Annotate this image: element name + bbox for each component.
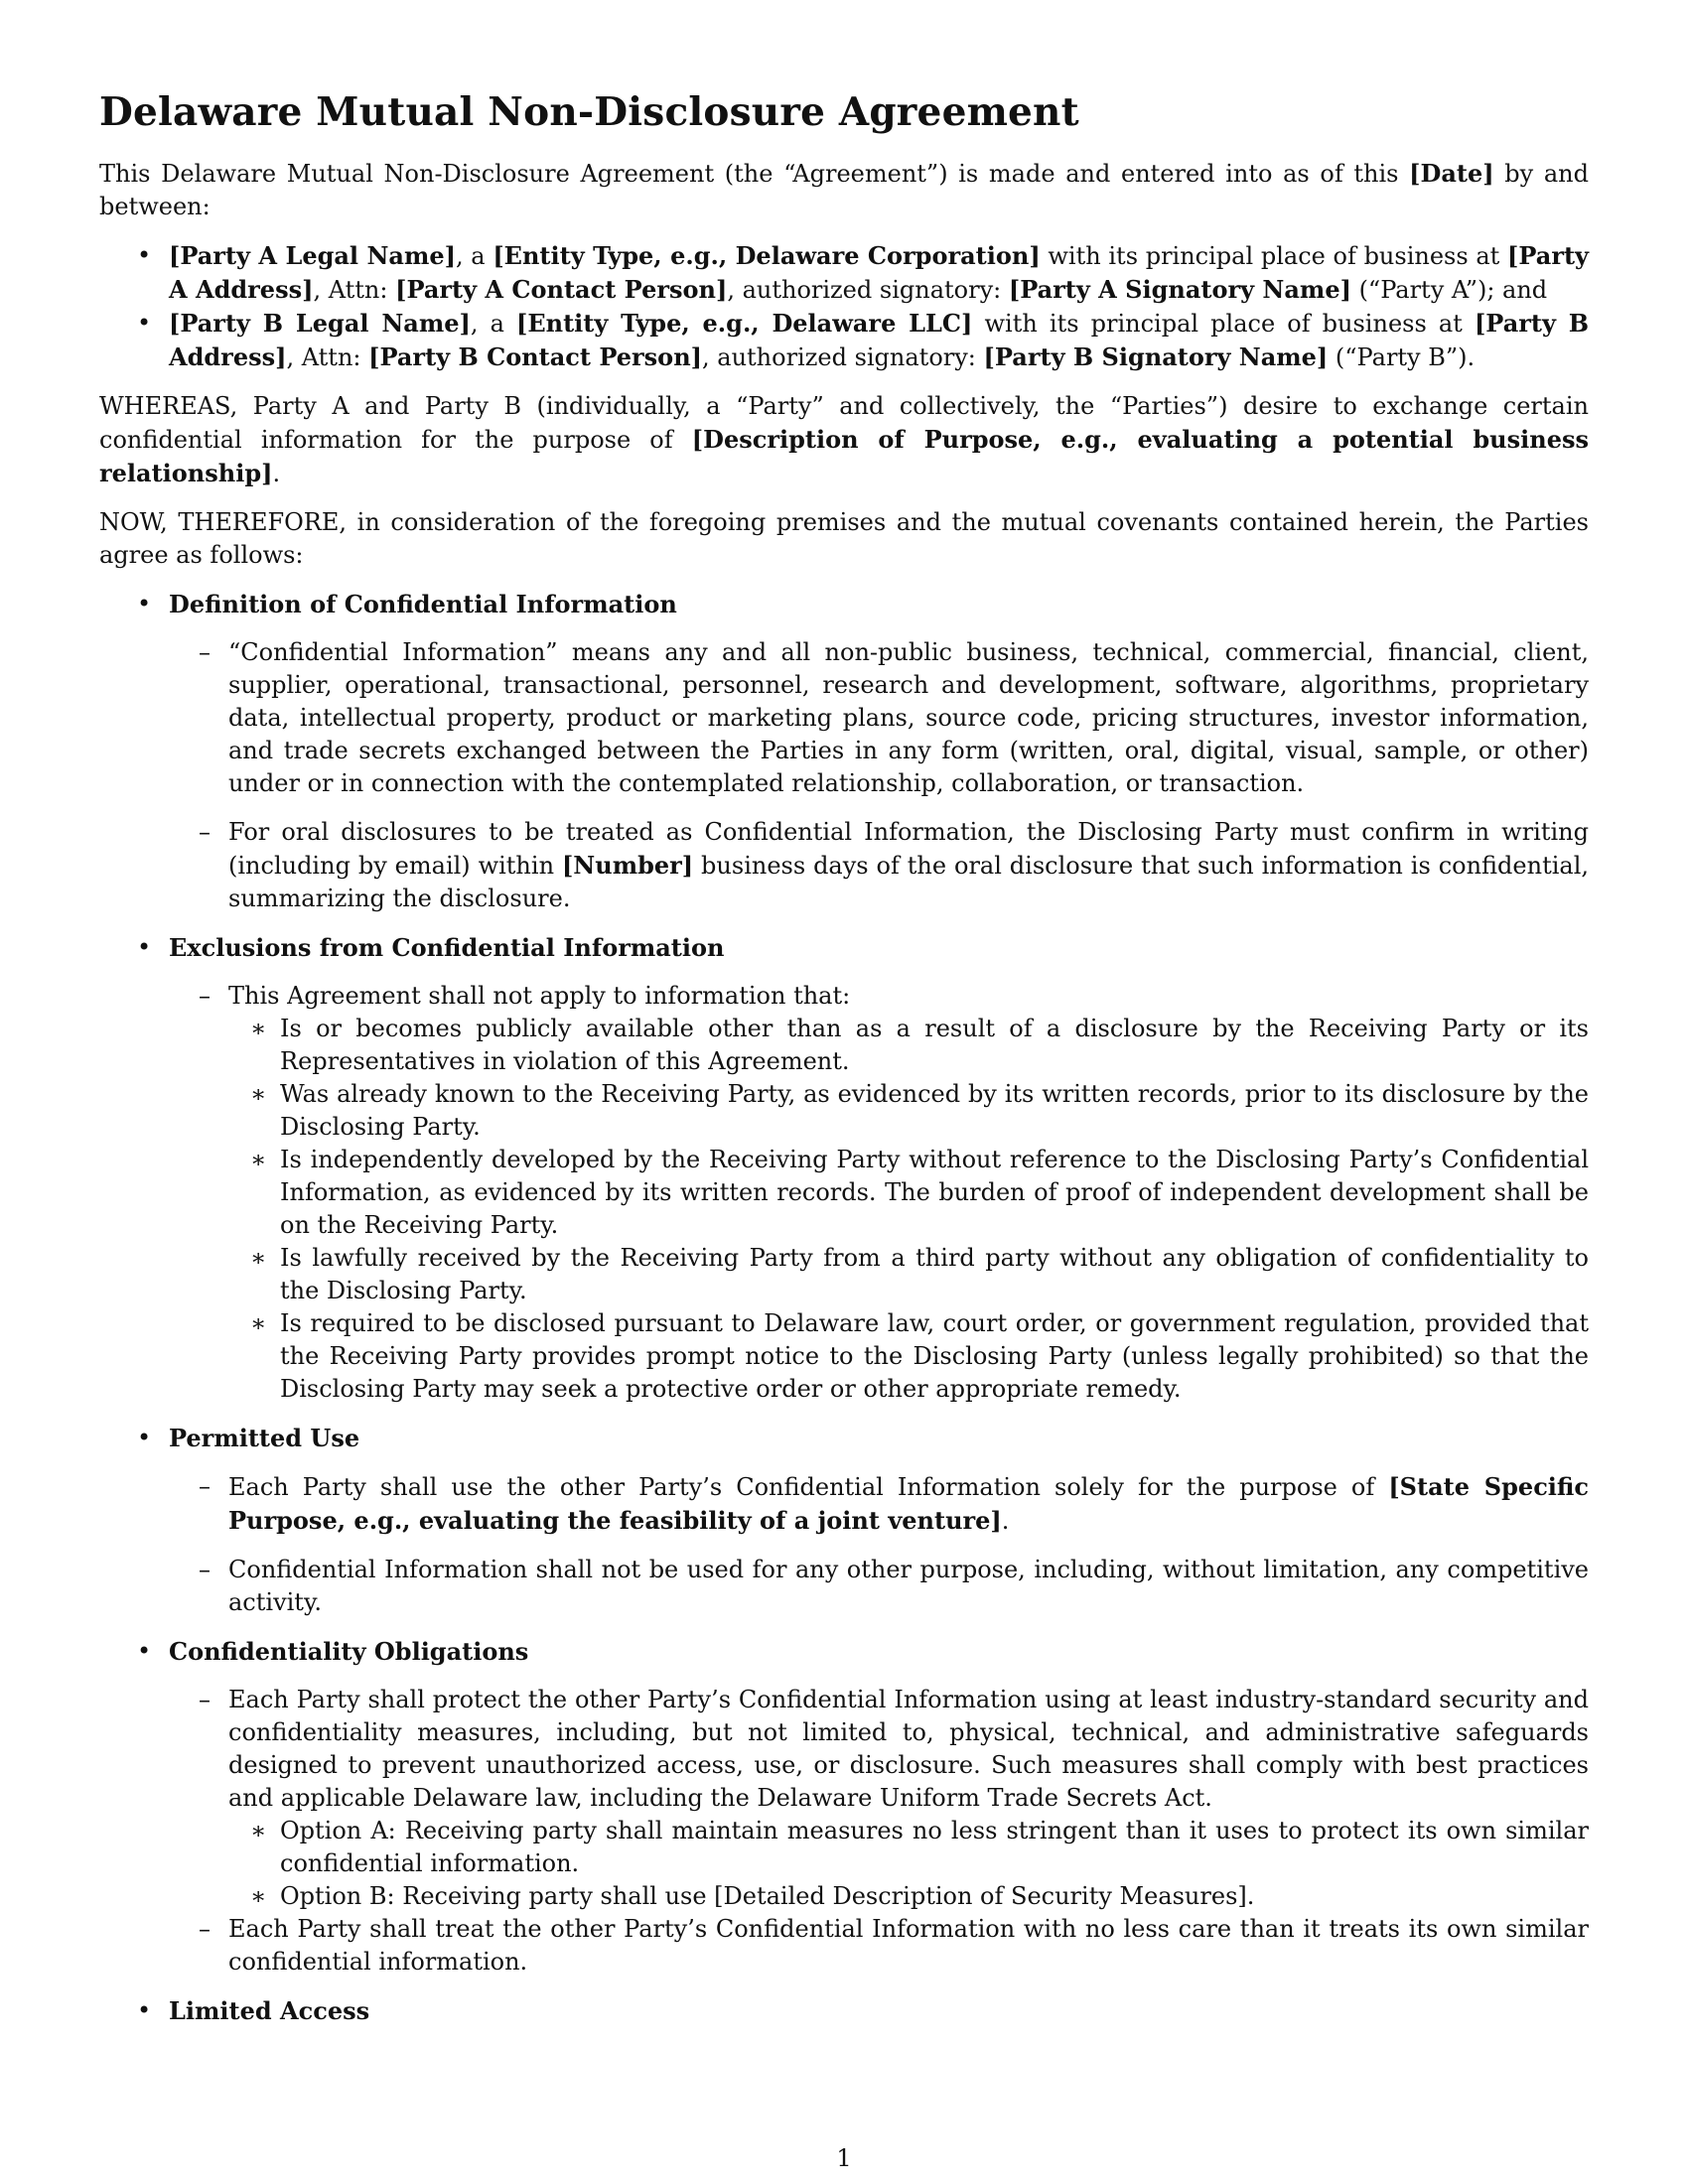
party-b-text-1: , a xyxy=(470,310,516,338)
parties-list xyxy=(99,239,1589,374)
now-therefore-paragraph: NOW, THEREFORE, in consideration of the foregoing premises and the mutual covenants contained herein, the Parties agree as follows: xyxy=(99,508,1589,569)
option-item: ∗ Option A: Receiving party shall maintain measures no less stringent than it uses to protect its own similar confidential information. xyxy=(228,1815,1589,1880)
party-a-name: [Party A Legal Name] xyxy=(169,241,456,270)
party-b-name: [Party B Legal Name] xyxy=(169,309,471,338)
option-item: ∗ Option B: Receiving party shall use [Detailed Description of Security Measures]. xyxy=(228,1880,1589,1913)
permitted-clauses xyxy=(169,1470,1589,1619)
party-a-text-4: , authorized signatory: xyxy=(727,276,1009,304)
party-b-contact: [Party B Contact Person] xyxy=(368,342,702,371)
party-b-text-3: , Attn: xyxy=(286,343,369,371)
sub-item: ∗ Is lawfully received by the Receiving Party from a third party without any obligation of confidentiality to the Disclosing Party. xyxy=(228,1242,1589,1307)
intro-text-end: by and between: xyxy=(99,160,1589,220)
party-a-text-5: (“Party A”); and xyxy=(1350,276,1548,304)
party-b-text-2: with its principal place of business at xyxy=(972,310,1475,338)
party-a-contact: [Party A Contact Person] xyxy=(395,275,728,304)
definition-clauses xyxy=(169,636,1589,915)
party-b-address: [Party B Address] xyxy=(169,309,1590,371)
clause-text: Each Party shall protect the other Party’s Confidential Information using at least industry-standard security and confidentiality measures, including, but not limited to, physical, technical, and administrative safeguards designed to prevent unauthorized access, use, or disclosure. Such measures shall comply with best practices and applicable Delaware law, including the Delaware Uniform Trade Secrets Act. xyxy=(228,1686,1589,1812)
party-a-text-1: , a xyxy=(455,242,493,270)
number-placeholder: [Number] xyxy=(561,851,694,880)
party-b-entity-type: [Entity Type, e.g., Delaware LLC] xyxy=(515,309,973,338)
obligations-clauses xyxy=(169,1684,1589,1979)
clause-item: – Confidential Information shall not be used for any other purpose, including, without limitation, any competitive activity. xyxy=(169,1554,1589,1619)
party-a-address: [Party A Address] xyxy=(169,241,1589,304)
section-limited-access xyxy=(99,1994,1589,2027)
sub-item: ∗ Is required to be disclosed pursuant to Delaware law, court order, or government regulation, provided that the Receiving Party provides prompt notice to the Disclosing Party (unless legally prohibited) so that the Disclosing Party may seek a protective order or other appropriate remedy. xyxy=(228,1307,1589,1406)
party-b-text-4: , authorized signatory: xyxy=(702,343,984,371)
section-title: • Permitted Use xyxy=(169,1424,360,1452)
intro-paragraph xyxy=(99,157,1589,223)
clause-text: Each Party shall use the other Party’s Confidential Information solely for the purpose of xyxy=(228,1473,1389,1501)
intro-text: This Delaware Mutual Non-Disclosure Agreement (the “Agreement”) is made and entered into as of this xyxy=(99,160,1410,188)
specific-purpose-placeholder: [State Specific Purpose, e.g., evaluating the feasibility of a joint venture] xyxy=(228,1472,1589,1535)
party-b-item xyxy=(99,307,1589,374)
clause-item: – Each Party shall treat the other Party’s Confidential Information with no less care than it treats its own similar confidential information. xyxy=(169,1913,1589,1979)
exclusions-clauses xyxy=(169,980,1589,1406)
sub-item: ∗ Is independently developed by the Receiving Party without reference to the Disclosing Party’s Confidential Information, as evidenced by its written records. The burden of proof of independent development shall be on the Receiving Party. xyxy=(228,1144,1589,1242)
document-title: Delaware Mutual Non-Disclosure Agreement xyxy=(99,89,1079,135)
clause-item xyxy=(169,1684,1589,1913)
sub-item: ∗ Is or becomes publicly available other than as a result of a disclosure by the Receiving Party or its Representatives in violation of this Agreement. xyxy=(228,1013,1589,1078)
exclusions-sublist xyxy=(228,1013,1589,1406)
sub-item: ∗ Was already known to the Receiving Party, as evidenced by its written records, prior to its disclosure by the Disclosing Party. xyxy=(228,1078,1589,1144)
party-b-signatory: [Party B Signatory Name] xyxy=(983,342,1329,371)
clause-lead: This Agreement shall not apply to information that: xyxy=(228,982,851,1010)
document-page xyxy=(99,87,1589,2043)
clause-item xyxy=(169,816,1589,915)
party-a-item xyxy=(99,239,1589,307)
page-number: 1 xyxy=(836,2144,852,2172)
party-a-signatory: [Party A Signatory Name] xyxy=(1008,275,1351,304)
clause-text: For oral disclosures to be treated as Confidential Information, the Disclosing Party must confirm in writing (including by email) within xyxy=(228,818,1589,880)
party-a-text-3: , Attn: xyxy=(313,276,396,304)
date-placeholder: [Date] xyxy=(1409,159,1494,188)
party-b-text-5: (“Party B”). xyxy=(1328,343,1476,371)
party-a-text-2: with its principal place of business at xyxy=(1040,242,1508,270)
clause-text-end: . xyxy=(1001,1507,1010,1535)
clause-item xyxy=(169,1470,1589,1538)
section-title: • Limited Access xyxy=(169,1996,370,2025)
sections-list xyxy=(99,588,1589,2027)
section-title: • Exclusions from Confidential Information xyxy=(169,933,725,962)
whereas-text: WHEREAS, Party A and Party B (individually, a “Party” and collectively, the “Parties”) desire to exchange certain confidential information for the purpose of xyxy=(99,392,1589,454)
section-permitted-use xyxy=(99,1422,1589,1619)
section-definition xyxy=(99,588,1589,915)
whereas-paragraph xyxy=(99,390,1589,490)
purpose-placeholder: [Description of Purpose, e.g., evaluating a potential business relationship] xyxy=(99,425,1590,487)
options-sublist xyxy=(228,1815,1589,1913)
section-title: • Confidentiality Obligations xyxy=(169,1637,529,1666)
section-exclusions xyxy=(99,931,1589,1406)
party-a-entity-type: [Entity Type, e.g., Delaware Corporation] xyxy=(492,241,1041,270)
clause-item xyxy=(169,980,1589,1406)
section-confidentiality-obligations xyxy=(99,1635,1589,1979)
section-title: • Definition of Confidential Information xyxy=(169,590,677,618)
whereas-text-end: . xyxy=(272,460,281,487)
clause-item: – “Confidential Information” means any and all non-public business, technical, commercial, financial, client, supplier, operational, transactional, personnel, research and development, software, algorithms, proprietary data, intellectual property, product or marketing plans, source code, pricing structures, investor information, and trade secrets exchanged between the Parties in any form (written, oral, digital, visual, sample, or other) under or in connection with the contemplated relationship, collaboration, or transaction. xyxy=(169,636,1589,800)
clause-text-end: business days of the oral disclosure that such information is confidential, summarizing the disclosure. xyxy=(228,852,1590,912)
